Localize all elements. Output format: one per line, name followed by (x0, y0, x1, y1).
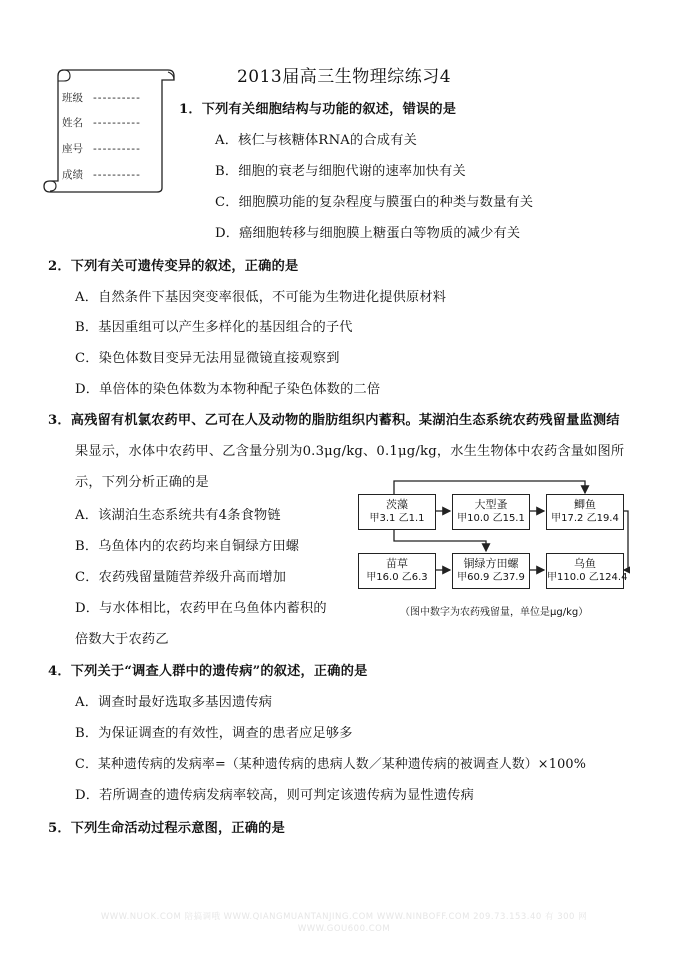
question-2-option-d: D．单倍体的染色体数为本物种配子染色体数的二倍 (75, 382, 381, 397)
food-web-diagram (352, 475, 630, 625)
info-field-name: 姓名 ---------- (62, 117, 141, 129)
watermark-line-1: WWW.NUOK.COM 陪搞调哦 WWW.QIANGMUANTANJING.COM WWW.NINBOFF.COM 209.73.153.40 有 300 网 (100, 912, 588, 922)
question-4-option-d: D．若所调查的遗传病发病率较高，则可判定该遗传病为显性遗传病 (75, 788, 475, 803)
question-2-option-b: B．基因重组可以产生多样化的基因组合的子代 (75, 320, 353, 335)
watermark-line-2: WWW.GOU600.COM (297, 924, 391, 934)
question-1-option-c: C．细胞膜功能的复杂程度与膜蛋白的种类与数量有关 (215, 195, 534, 210)
question-2-option-a: A．自然条件下基因突变率很低，不可能为生物进化提供原材料 (75, 290, 447, 305)
question-3-option-b: B．乌鱼体内的农药均来自铜绿方田螺 (75, 539, 300, 554)
question-5-stem: 5．下列生命活动过程示意图，正确的是 (48, 821, 285, 836)
question-2-option-c: C．染色体数目变异无法用显微镜直接观察到 (75, 351, 340, 366)
food-web-node-tianluo: 铜绿方田螺 甲60.9 乙37.9 (452, 553, 530, 589)
info-field-seat: 座号 ---------- (62, 143, 141, 155)
food-web-node-jiyu: 鲫鱼 甲17.2 乙19.4 (546, 494, 624, 530)
food-web-node-daxingzao: 大型蚤 甲10.0 乙15.1 (452, 494, 530, 530)
question-3-stem-line-3: 示，下列分析正确的是 (75, 475, 209, 490)
question-3-option-a: A．该湖泊生态系统共有4条食物链 (75, 508, 281, 523)
food-web-node-wuyu: 乌鱼 甲110.0 乙124.4 (546, 553, 624, 589)
question-2-stem: 2．下列有关可遗传变异的叙述，正确的是 (48, 259, 299, 274)
question-1-stem: 1．下列有关细胞结构与功能的叙述，错误的是 (179, 102, 457, 117)
question-3-stem-line-2: 果显示，水体中农药甲、乙含量分别为0.3μg/kg、0.1μg/kg，水生生物体中农药含量如图所 (75, 444, 625, 459)
food-web-caption: （图中数字为农药残留量，单位是μg/kg） (400, 607, 589, 618)
question-3-stem-line-1: 3．高残留有机氯农药甲、乙可在人及动物的脂肪组织内蓄积。某湖泊生态系统农药残留量监测结 (48, 413, 620, 428)
food-web-node-miaocao: 苗草 甲16.0 乙6.3 (358, 553, 436, 589)
question-3-option-c: C．农药残留量随营养级升高而增加 (75, 570, 287, 585)
question-4-stem: 4．下列关于“调查人群中的遗传病”的叙述，正确的是 (48, 664, 368, 679)
question-3-option-d: D．与水体相比，农药甲在乌鱼体内蓄积的 (75, 601, 327, 616)
question-1-option-d: D．癌细胞转移与细胞膜上糖蛋白等物质的减少有关 (215, 226, 521, 241)
page-title: 2013届高三生物理综练习4 (236, 67, 452, 87)
question-1-option-b: B．细胞的衰老与细胞代谢的速率加快有关 (215, 164, 466, 179)
question-4-option-b: B．为保证调查的有效性，调查的患者应足够多 (75, 726, 353, 741)
question-4-option-a: A．调查时最好选取多基因遗传病 (75, 695, 273, 710)
question-3-option-d-continued: 倍数大于农药乙 (75, 632, 169, 647)
food-web-node-ciza: 茨藻 甲3.1 乙1.1 (358, 494, 436, 530)
student-info-scroll (40, 64, 175, 194)
question-1-option-a: A．核仁与核糖体RNA的合成有关 (215, 133, 417, 148)
info-field-score: 成绩 ---------- (62, 169, 141, 181)
info-field-class: 班级 ---------- (62, 92, 141, 104)
question-4-option-c: C．某种遗传病的发病率=（某种遗传病的患病人数／某种遗传病的被调查人数）×100% (75, 757, 587, 772)
